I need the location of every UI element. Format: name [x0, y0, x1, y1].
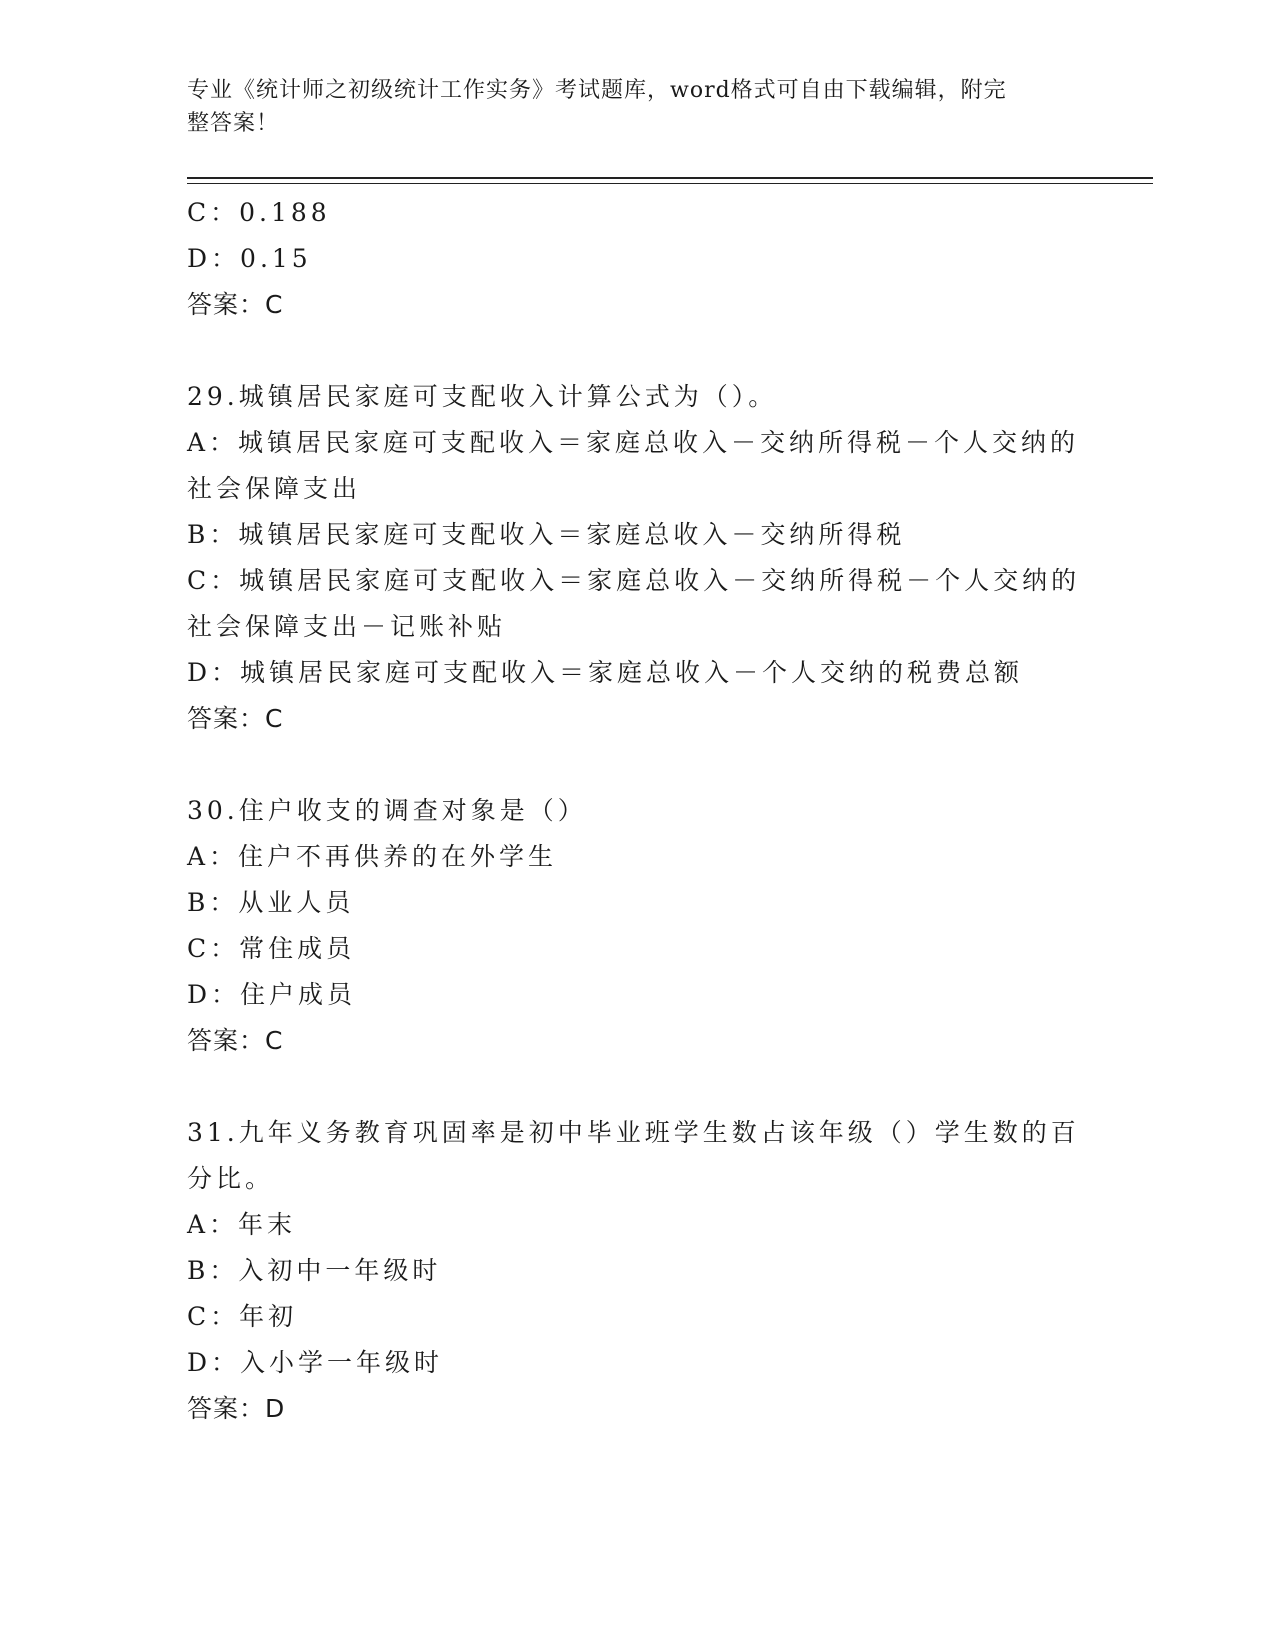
answer-line: 答案：C: [187, 290, 284, 319]
option-line: B：城镇居民家庭可支配收入＝家庭总收入－交纳所得税: [187, 520, 906, 549]
question-stem: 30.住户收支的调查对象是（）: [187, 796, 587, 825]
option-line: D：住户成员: [187, 980, 357, 1009]
answer-line: 答案：D: [187, 1394, 286, 1423]
question-stem: 29.城镇居民家庭可支配收入计算公式为（）。: [187, 382, 778, 411]
spacer: [187, 1064, 1087, 1110]
question-31: [187, 1110, 1087, 1432]
prev-question-block: [187, 190, 1087, 328]
header-line-2: 整答案！: [187, 111, 280, 136]
option-line: C：常住成员: [187, 934, 356, 963]
option-line: A：住户不再供养的在外学生: [187, 842, 558, 871]
answer-line: 答案：C: [187, 1026, 284, 1055]
spacer: [187, 742, 1087, 788]
question-stem-continued: 分比。: [187, 1164, 275, 1193]
question-29: [187, 374, 1087, 742]
header-divider-bottom: [187, 183, 1153, 184]
option-line: A：城镇居民家庭可支配收入＝家庭总收入－交纳所得税－个人交纳的: [187, 428, 1080, 457]
option-line: D：入小学一年级时: [187, 1348, 444, 1377]
option-line: D：城镇居民家庭可支配收入＝家庭总收入－个人交纳的税费总额: [187, 658, 1024, 687]
answer-line: 答案：C: [187, 704, 284, 733]
header-line-1: 专业《统计师之初级统计工作实务》考试题库，word格式可自由下载编辑，附完: [187, 78, 1007, 103]
document-header: [187, 74, 1067, 140]
question-stem: 31.九年义务教育巩固率是初中毕业班学生数占该年级（）学生数的百: [187, 1118, 1080, 1147]
option-line: C：城镇居民家庭可支配收入＝家庭总收入－交纳所得税－个人交纳的: [187, 566, 1081, 595]
option-line-continued: 社会保障支出: [187, 474, 362, 503]
option-line-continued: 社会保障支出－记账补贴: [187, 612, 507, 641]
option-line: A：年末: [187, 1210, 297, 1239]
option-line: B：从业人员: [187, 888, 355, 917]
option-line: C：0.188: [187, 198, 331, 227]
question-content: [187, 190, 1087, 1432]
question-30: [187, 788, 1087, 1064]
option-line: B：入初中一年级时: [187, 1256, 442, 1285]
header-divider-top: [187, 177, 1153, 179]
option-line: C：年初: [187, 1302, 298, 1331]
spacer: [187, 328, 1087, 374]
option-line: D：0.15: [187, 244, 312, 273]
